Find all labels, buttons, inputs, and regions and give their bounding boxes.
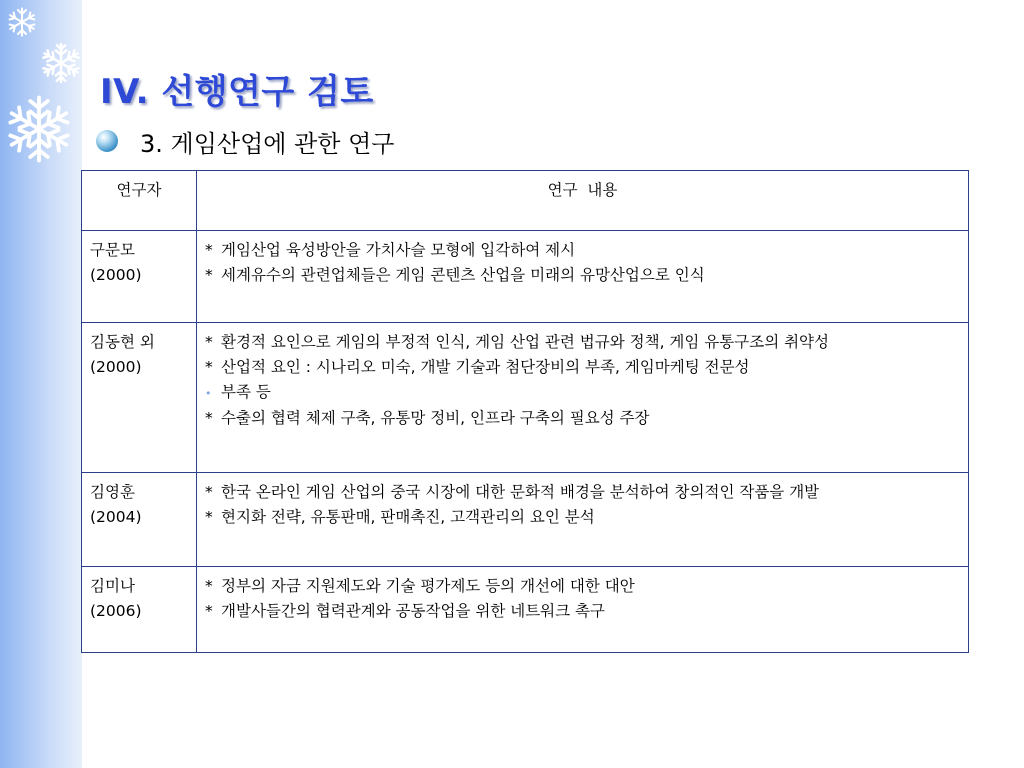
asterisk-marker: * xyxy=(205,508,213,526)
researcher-cell: 김영훈 (2004) xyxy=(82,473,197,567)
content-text: 게임산업 육성방안을 가치사슬 모형에 입각하여 제시 xyxy=(221,241,576,259)
content-cell xyxy=(197,231,969,323)
header-researcher: 연구자 xyxy=(82,171,197,231)
snowflake-icon xyxy=(6,6,38,38)
dot-marker: • xyxy=(205,387,212,400)
researcher-cell: 김미나 (2006) xyxy=(82,567,197,653)
content-line xyxy=(205,263,960,288)
asterisk-marker: * xyxy=(205,241,213,259)
content-text: 세계유수의 관련업체들은 게임 콘텐츠 산업을 미래의 유망산업으로 인식 xyxy=(221,266,705,284)
content-text: 산업적 요인 : 시나리오 미숙, 개발 기술과 첨단장비의 부족, 게임마케팅 전문성 xyxy=(221,358,750,376)
content-line xyxy=(205,480,960,505)
content-line xyxy=(205,238,960,263)
table-row xyxy=(82,473,969,567)
bullet-orb-icon xyxy=(96,130,118,152)
content-line xyxy=(205,380,960,406)
asterisk-marker: * xyxy=(205,409,213,427)
table-row xyxy=(82,231,969,323)
content-cell xyxy=(197,323,969,473)
content-text: 개발사들간의 협력관계와 공동작업을 위한 네트워크 촉구 xyxy=(221,602,605,620)
content-text: 한국 온라인 게임 산업의 중국 시장에 대한 문화적 배경을 분석하여 창의적인 작품을 개발 xyxy=(221,483,820,501)
research-table xyxy=(81,170,969,653)
researcher-cell: 구문모 (2000) xyxy=(82,231,197,323)
slide-title: IV. 선행연구 검토 xyxy=(100,72,374,112)
snowflake-icon xyxy=(40,42,82,84)
asterisk-marker: * xyxy=(205,602,213,620)
content-line xyxy=(205,599,960,624)
content-text: 정부의 자금 지원제도와 기술 평가제도 등의 개선에 대한 대안 xyxy=(221,577,635,595)
asterisk-marker: * xyxy=(205,358,213,376)
content-line xyxy=(205,505,960,530)
content-text: 현지화 전략, 유통판매, 판매촉진, 고객관리의 요인 분석 xyxy=(221,508,595,526)
content-line xyxy=(205,406,960,431)
content-line xyxy=(205,330,960,355)
content-line xyxy=(205,574,960,599)
content-text: 수출의 협력 체제 구축, 유통망 정비, 인프라 구축의 필요성 주장 xyxy=(221,409,650,427)
content-cell xyxy=(197,567,969,653)
table-header-row xyxy=(82,171,969,231)
asterisk-marker: * xyxy=(205,483,213,501)
slide-subtitle: 3. 게임산업에 관한 연구 xyxy=(140,130,395,158)
content-cell xyxy=(197,473,969,567)
snowflake-icon xyxy=(4,94,74,164)
asterisk-marker: * xyxy=(205,577,213,595)
asterisk-marker: * xyxy=(205,333,213,351)
table-row xyxy=(82,567,969,653)
table-row xyxy=(82,323,969,473)
header-content: 연구 내용 xyxy=(197,171,969,231)
researcher-cell: 김동현 외 (2000) xyxy=(82,323,197,473)
content-text: 환경적 요인으로 게임의 부정적 인식, 게임 산업 관련 법규와 정책, 게임 유통구조의 취약성 xyxy=(221,333,830,351)
content-text: 부족 등 xyxy=(221,383,271,401)
content-line xyxy=(205,355,960,380)
asterisk-marker: * xyxy=(205,266,213,284)
